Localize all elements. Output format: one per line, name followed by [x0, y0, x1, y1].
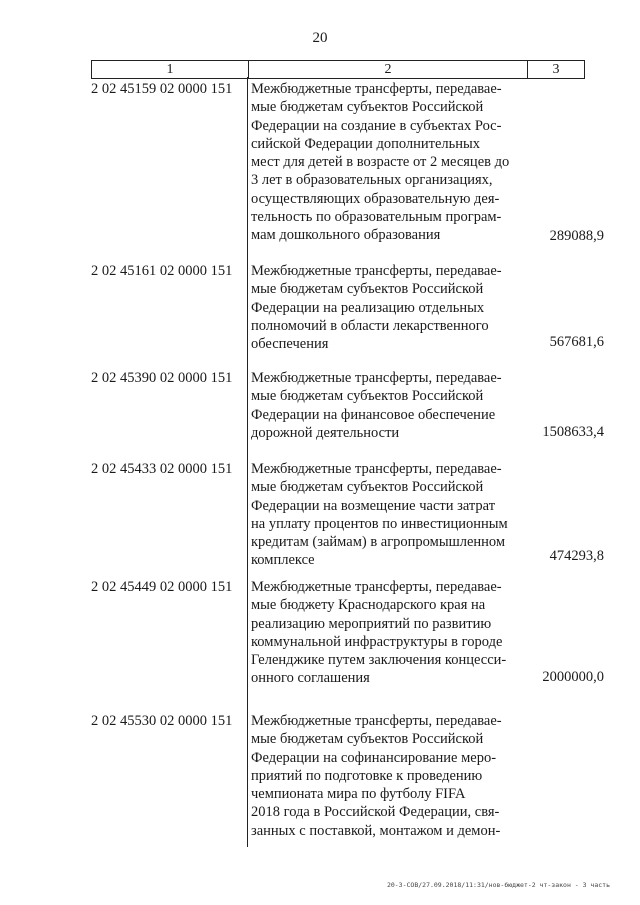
row-amount: 2000000,0: [542, 669, 604, 685]
row-description: Межбюджетные трансферты, передавае- мые бюджетам субъектов Российской Федерации на создание в субъектах Рос- сийской Федерации дополнительных мест для детей в возрасте от 2 месяцев до 3 лет в образовательных организациях, осуществляющих образовательную дея- тельность по образовательным програм- мам дошкольного образования: [251, 81, 510, 244]
row-amount: 474293,8: [549, 548, 604, 564]
row-amount: 1508633,4: [542, 424, 604, 440]
budget-code: 2 02 45159 02 0000 151: [91, 81, 233, 97]
document-footer: 20-3-СОВ/27.09.2018/11:31/нов-бюджет-2 чт-закон - 3 часть: [386, 881, 610, 889]
table-header: [91, 60, 585, 79]
row-description: Межбюджетные трансферты, передавае- мые бюджету Краснодарского края на реализацию мероприятий по развитию коммунальной инфраструктуры в городе Геленджике путем заключения концесси- онного соглашения: [251, 579, 507, 687]
row-amount: 567681,6: [549, 334, 604, 350]
header-col-2: 2: [249, 61, 528, 78]
column-divider: [247, 77, 248, 847]
header-col-3: 3: [552, 61, 560, 77]
row-description: Межбюджетные трансферты, передавае- мые бюджетам субъектов Российской Федерации на финансовое обеспечение дорожной деятельности: [251, 370, 502, 441]
budget-code: 2 02 45433 02 0000 151: [91, 461, 233, 477]
budget-code: 2 02 45161 02 0000 151: [91, 263, 233, 279]
header-col-1: 1: [92, 61, 249, 78]
budget-code: 2 02 45449 02 0000 151: [91, 579, 233, 595]
row-description: Межбюджетные трансферты, передавае- мые бюджетам субъектов Российской Федерации на возмещение части затрат на уплату процентов по инвестиционным кредитам (займам) в агропромышленном комплексе: [251, 461, 508, 569]
row-amount: 289088,9: [549, 228, 604, 244]
budget-code: 2 02 45390 02 0000 151: [91, 370, 233, 386]
page-number: 20: [312, 30, 328, 46]
budget-code: 2 02 45530 02 0000 151: [91, 713, 233, 729]
row-description: Межбюджетные трансферты, передавае- мые бюджетам субъектов Российской Федерации на реализацию отдельных полномочий в области лекарственного обеспечения: [251, 263, 502, 353]
row-description: Межбюджетные трансферты, передавае- мые бюджетам субъектов Российской Федерации на софинансирование меро- приятий по подготовке к проведению чемпионата мира по футболу FIFA 2018 года в Российской Федерации, свя- занных с поставкой, монтажом и демон-: [251, 713, 502, 839]
